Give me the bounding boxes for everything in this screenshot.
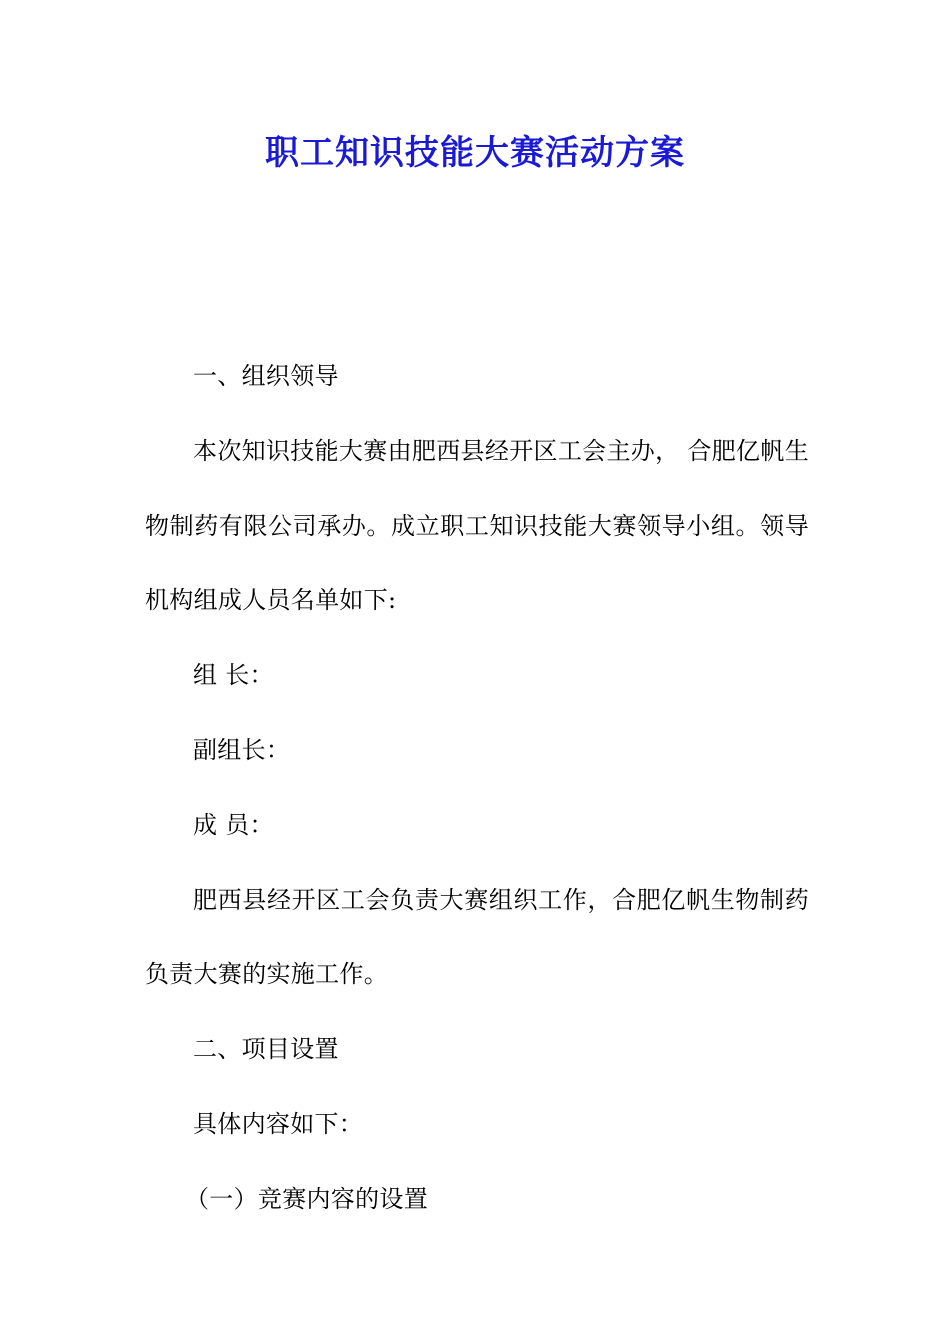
subsection-heading-competition-content: （一）竞赛内容的设置 (185, 1184, 428, 1213)
field-deputy-leader: 副组长： (193, 735, 291, 764)
field-members: 成 员： (193, 810, 274, 839)
field-leader: 组 长： (193, 661, 274, 690)
paragraph-details-intro: 具体内容如下： (193, 1109, 364, 1138)
section-heading-organization: 一、组织领导 (193, 362, 339, 390)
paragraph-responsibilities: 肥西县经开区工会负责大赛组织工作，合肥亿帆生物制药负责大赛的实施工作。 (145, 885, 809, 989)
document-title: 职工知识技能大赛活动方案 (265, 133, 685, 173)
document-body (145, 339, 809, 1237)
section-heading-project-setup: 二、项目设置 (193, 1035, 339, 1064)
paragraph-organizer-info: 本次知识技能大赛由肥西县经开区工会主办， 合肥亿帆生物制药有限公司承办。成立职工知识技能大赛领导小组。领导机构组成人员名单如下: (145, 436, 809, 615)
